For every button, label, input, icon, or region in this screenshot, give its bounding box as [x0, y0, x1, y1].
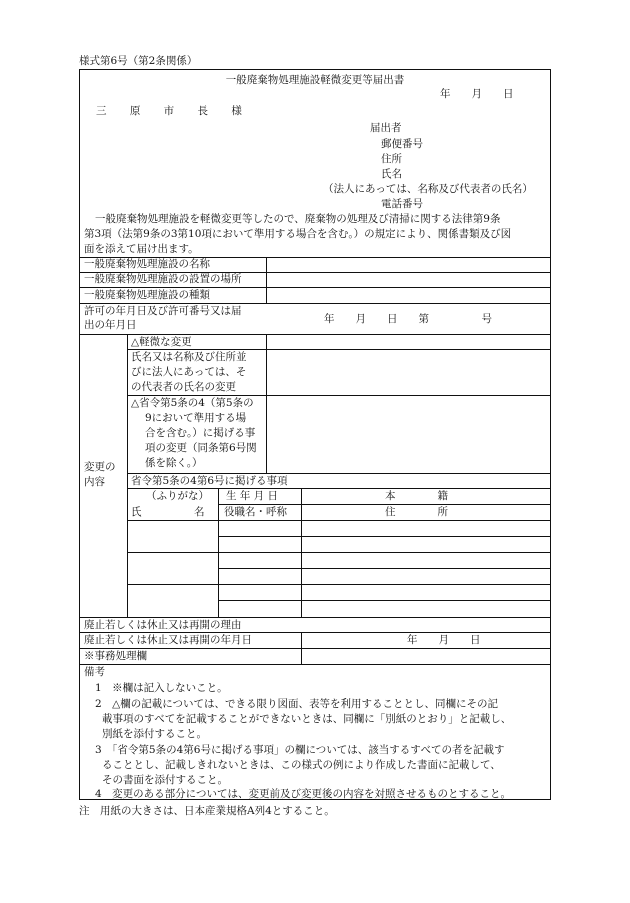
ordinance-change-label: △省令第5条の4（第5条の	[131, 397, 254, 409]
rule	[218, 600, 551, 601]
ordinance-change-label: 合を含む。）に掲げる事	[145, 427, 256, 439]
rule	[266, 334, 267, 473]
note-4: 4 変更のある部分については、変更前及び変更後の内容を対照させるものとすること。	[95, 788, 511, 800]
col-address: 住 所	[385, 506, 448, 518]
rule	[127, 395, 551, 396]
closure-date-value: 年 月 日	[407, 634, 481, 646]
rule	[127, 349, 551, 350]
rule	[79, 287, 551, 288]
note-2: 2 △欄の記載については、できる限り図面、表等を利用することとし、同欄にその記	[95, 698, 499, 710]
rule	[301, 488, 302, 617]
permit-label: 出の年月日	[84, 319, 137, 331]
rule	[79, 664, 551, 665]
addressee: 三 原 市 長 様	[96, 105, 252, 117]
rule	[127, 552, 551, 553]
col-domicile: 本 籍	[385, 490, 448, 502]
rule	[218, 536, 551, 537]
rule	[79, 617, 551, 618]
note-3: 3 「省令第5条の4第6号に掲げる事項」の欄については、該当するすべての者を記載す	[95, 744, 505, 756]
rule	[127, 473, 551, 474]
permit-date-number: 年 月 日 第 号	[324, 313, 492, 325]
note-2: 別紙を添付すること。	[102, 728, 207, 740]
rule	[301, 632, 302, 664]
closure-reason-label: 廃止若しくは休止又は再開の理由	[84, 619, 242, 631]
facility-location-label: 一般廃棄物処理施設の設置の場所	[84, 273, 242, 285]
rule	[266, 257, 267, 303]
ordinance-change-label: 項の変更（同条第6号関	[145, 442, 257, 454]
applicant-postal-code: 郵便番号	[381, 138, 423, 150]
submission-date: 年 月 日	[440, 88, 514, 100]
declaration-line-3: 面を添えて届け出ます。	[84, 243, 199, 255]
ordinance-change-label: 9において準用する場	[145, 412, 247, 424]
rule	[127, 488, 551, 489]
rule	[79, 303, 551, 304]
rule	[127, 584, 551, 585]
facility-name-label: 一般廃棄物処理施設の名称	[84, 258, 210, 270]
facility-type-label: 一般廃棄物処理施設の種類	[84, 289, 210, 301]
rule	[218, 504, 551, 505]
rule	[127, 520, 551, 521]
applicant-corp-note: （法人にあっては、名称及び代表者の氏名）	[323, 183, 533, 195]
office-use-label: ※事務処理欄	[84, 650, 147, 662]
applicant-name: 氏名	[381, 168, 402, 180]
rule	[218, 568, 551, 569]
name-change-label: びに法人にあっては、そ	[131, 366, 247, 378]
applicant-address: 住所	[381, 153, 402, 165]
rule	[127, 334, 128, 617]
note-1: 1 ※欄は記入しないこと。	[95, 682, 228, 694]
note-3: その書面を添付すること。	[102, 774, 228, 786]
name-change-label: の代表者の氏名の変更	[131, 381, 236, 393]
paper-size-footnote: 注 用紙の大きさは、日本産業規格A列4とすること。	[79, 805, 335, 817]
form-title: 一般廃棄物処理施設軽微変更等届出書	[225, 74, 405, 86]
note-2: 載事項のすべてを記載することができないときは、同欄に「別紙のとおり」と記載し、	[102, 713, 512, 725]
closure-date-label: 廃止若しくは休止又は再開の年月日	[84, 634, 252, 646]
permit-label: 許可の年月日及び許可番号又は届	[84, 305, 242, 317]
notes-heading: 備考	[84, 666, 105, 678]
col-title: 役職名・呼称	[224, 506, 287, 518]
applicant-heading: 届出者	[370, 122, 402, 134]
change-content-label: 変更の	[84, 461, 116, 473]
declaration-line-2: 第3項（法第9条の3第10項において準用する場合を含む。）の規定により、関係書類及び図	[84, 228, 512, 240]
col-name: 氏 名	[131, 506, 205, 518]
name-change-label: 氏名又は名称及び住所並	[131, 351, 247, 363]
rule	[79, 632, 551, 633]
col-furigana: （ふりがな）	[146, 490, 209, 502]
applicant-phone: 電話番号	[381, 198, 423, 210]
form-label: 様式第6号（第2条関係）	[79, 55, 198, 67]
rule	[218, 488, 219, 617]
ordinance-change-label: 係を除く。）	[145, 457, 203, 469]
minor-change-label: △軽微な変更	[131, 336, 192, 348]
rule	[79, 648, 551, 649]
declaration-line-1: 一般廃棄物処理施設を軽微変更等したので、廃棄物の処理及び清掃に関する法律第9条	[95, 213, 501, 225]
col-birth-date: 生 年 月 日	[226, 490, 279, 502]
rule	[79, 334, 551, 335]
note-3: ることとし、記載しきれないときは、この様式の例により作成した書面に記載して、	[102, 759, 501, 771]
item6-heading: 省令第5条の4第6号に掲げる事項	[131, 475, 288, 487]
change-content-label: 内容	[84, 476, 105, 488]
